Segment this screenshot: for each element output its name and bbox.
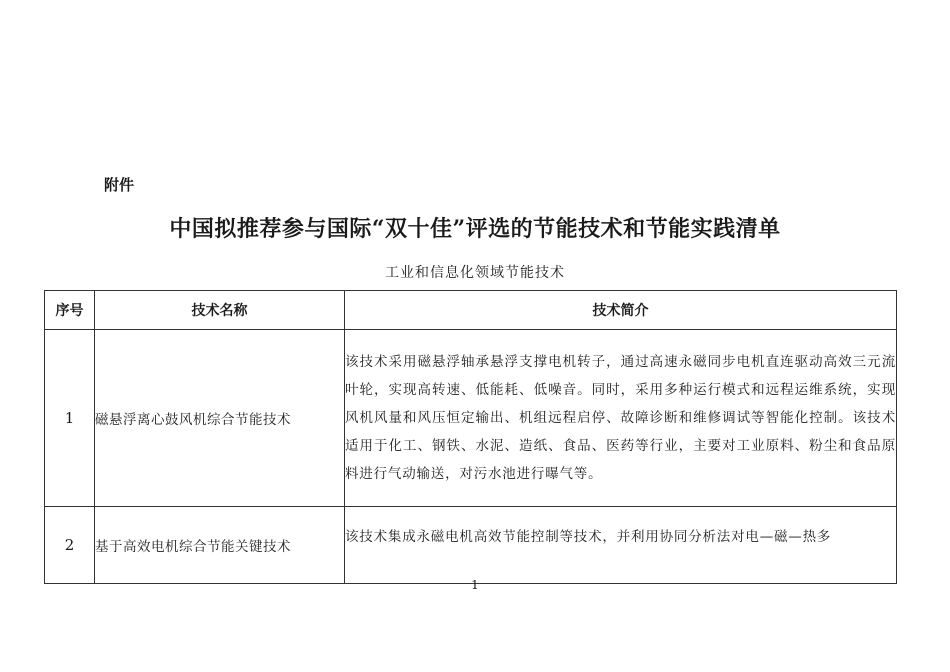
attachment-label: 附件	[104, 176, 135, 194]
row-no: 2	[45, 507, 95, 584]
table-row	[45, 507, 897, 584]
row-name: 基于高效电机综合节能关键技术	[95, 507, 345, 584]
document-title: 中国拟推荐参与国际“双十佳”评选的节能技术和节能实践清单	[169, 216, 781, 242]
table-row	[45, 330, 897, 507]
header-desc: 技术简介	[345, 291, 897, 330]
technology-table	[44, 290, 897, 584]
row-desc: 该技术采用磁悬浮轴承悬浮支撑电机转子，通过高速永磁同步电机直连驱动高效三元流叶轮，实现高转速、低能耗、低噪音。同时，采用多种运行模式和远程运维系统，实现风机风量和风压恒定输出、机组远程启停、故障诊断和维修调试等智能化控制。该技术适用于化工、钢铁、水泥、造纸、食品、医药等行业，主要对工业原料、粉尘和食品原料进行气动输送，对污水池进行曝气等。	[345, 330, 897, 507]
row-name: 磁悬浮离心鼓风机综合节能技术	[95, 330, 345, 507]
page-number: 1	[471, 578, 479, 592]
header-no: 序号	[45, 291, 95, 330]
section-subtitle: 工业和信息化领域节能技术	[385, 265, 565, 281]
table-header-row	[45, 291, 897, 330]
row-desc: 该技术集成永磁电机高效节能控制等技术，并利用协同分析法对电—磁—热多	[345, 507, 897, 584]
row-no: 1	[45, 330, 95, 507]
header-name: 技术名称	[95, 291, 345, 330]
